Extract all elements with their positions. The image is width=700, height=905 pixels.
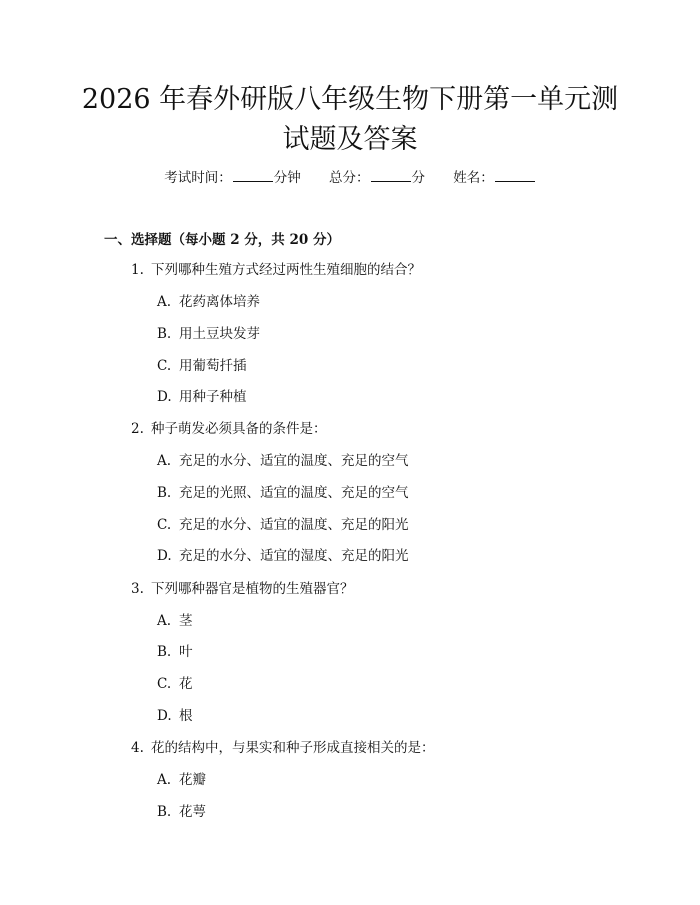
option-letter: B.: [157, 644, 172, 660]
question-text: 种子萌发必须具备的条件是：: [151, 421, 327, 437]
option-letter: B.: [157, 485, 172, 501]
title-line-2: 试题及答案: [282, 124, 418, 155]
student-name-blank: [495, 168, 535, 182]
option-text: 茎: [179, 613, 193, 629]
option-letter: A.: [157, 453, 172, 469]
option-letter: C.: [157, 676, 172, 692]
section-title-choice: 一、选择题（每小题 2 分，共 20 分）: [104, 232, 340, 248]
option-text: 根: [179, 708, 193, 724]
option-text: 花药离体培养: [179, 294, 260, 310]
option-text: 充足的水分、适宜的湿度、充足的阳光: [179, 548, 409, 564]
total-score-unit: 分: [411, 170, 425, 186]
option-letter: D.: [157, 548, 172, 564]
question-number: 3.: [131, 581, 144, 597]
option-2c: [157, 515, 409, 535]
option-text: 花: [179, 676, 193, 692]
total-score-blank: [371, 168, 411, 182]
option-2d: [157, 546, 409, 566]
student-name-label: 姓名：: [453, 170, 494, 186]
option-letter: A.: [157, 294, 172, 310]
question-3: [131, 579, 354, 599]
exam-time-field: [164, 168, 301, 188]
option-3d: [157, 706, 193, 726]
option-3c: [157, 674, 193, 694]
question-1: [131, 260, 421, 280]
student-name-field: [453, 168, 536, 188]
option-1a: [157, 292, 260, 312]
option-letter: C.: [157, 358, 172, 374]
exam-time-label: 考试时间：: [164, 170, 232, 186]
option-letter: B.: [157, 804, 172, 820]
option-letter: D.: [157, 708, 172, 724]
question-text: 下列哪种生殖方式经过两性生殖细胞的结合？: [151, 262, 421, 278]
exam-time-unit: 分钟: [273, 170, 301, 186]
option-text: 充足的水分、适宜的温度、充足的空气: [179, 453, 409, 469]
option-text: 花萼: [179, 804, 206, 820]
option-4a: [157, 770, 206, 790]
question-number: 1.: [131, 262, 144, 278]
option-letter: C.: [157, 517, 172, 533]
total-score-label: 总分：: [329, 170, 370, 186]
option-text: 用葡萄扦插: [179, 358, 247, 374]
option-2b: [157, 483, 409, 503]
option-text: 叶: [179, 644, 193, 660]
option-text: 用土豆块发芽: [179, 326, 260, 342]
exam-time-blank: [233, 168, 273, 182]
option-1b: [157, 324, 260, 344]
option-text: 充足的光照、适宜的温度、充足的空气: [179, 485, 409, 501]
option-3b: [157, 642, 193, 662]
option-text: 充足的水分、适宜的温度、充足的阳光: [179, 517, 409, 533]
option-text: 花瓣: [179, 772, 206, 788]
title-line-1: 2026 年春外研版八年级生物下册第一单元测: [81, 84, 619, 115]
option-1d: [157, 387, 247, 407]
option-3a: [157, 611, 193, 631]
total-score-field: [329, 168, 425, 188]
document-title: [0, 80, 700, 160]
option-letter: A.: [157, 613, 172, 629]
question-number: 2.: [131, 421, 144, 437]
question-number: 4.: [131, 740, 144, 756]
option-letter: D.: [157, 389, 172, 405]
option-text: 用种子种植: [179, 389, 247, 405]
question-text: 下列哪种器官是植物的生殖器官？: [151, 581, 354, 597]
option-letter: A.: [157, 772, 172, 788]
option-1c: [157, 356, 247, 376]
question-2: [131, 419, 327, 439]
exam-meta-line: [0, 168, 700, 188]
question-text: 花的结构中，与果实和种子形成直接相关的是：: [151, 740, 435, 756]
option-letter: B.: [157, 326, 172, 342]
option-4b: [157, 802, 206, 822]
option-2a: [157, 451, 409, 471]
question-4: [131, 738, 435, 758]
